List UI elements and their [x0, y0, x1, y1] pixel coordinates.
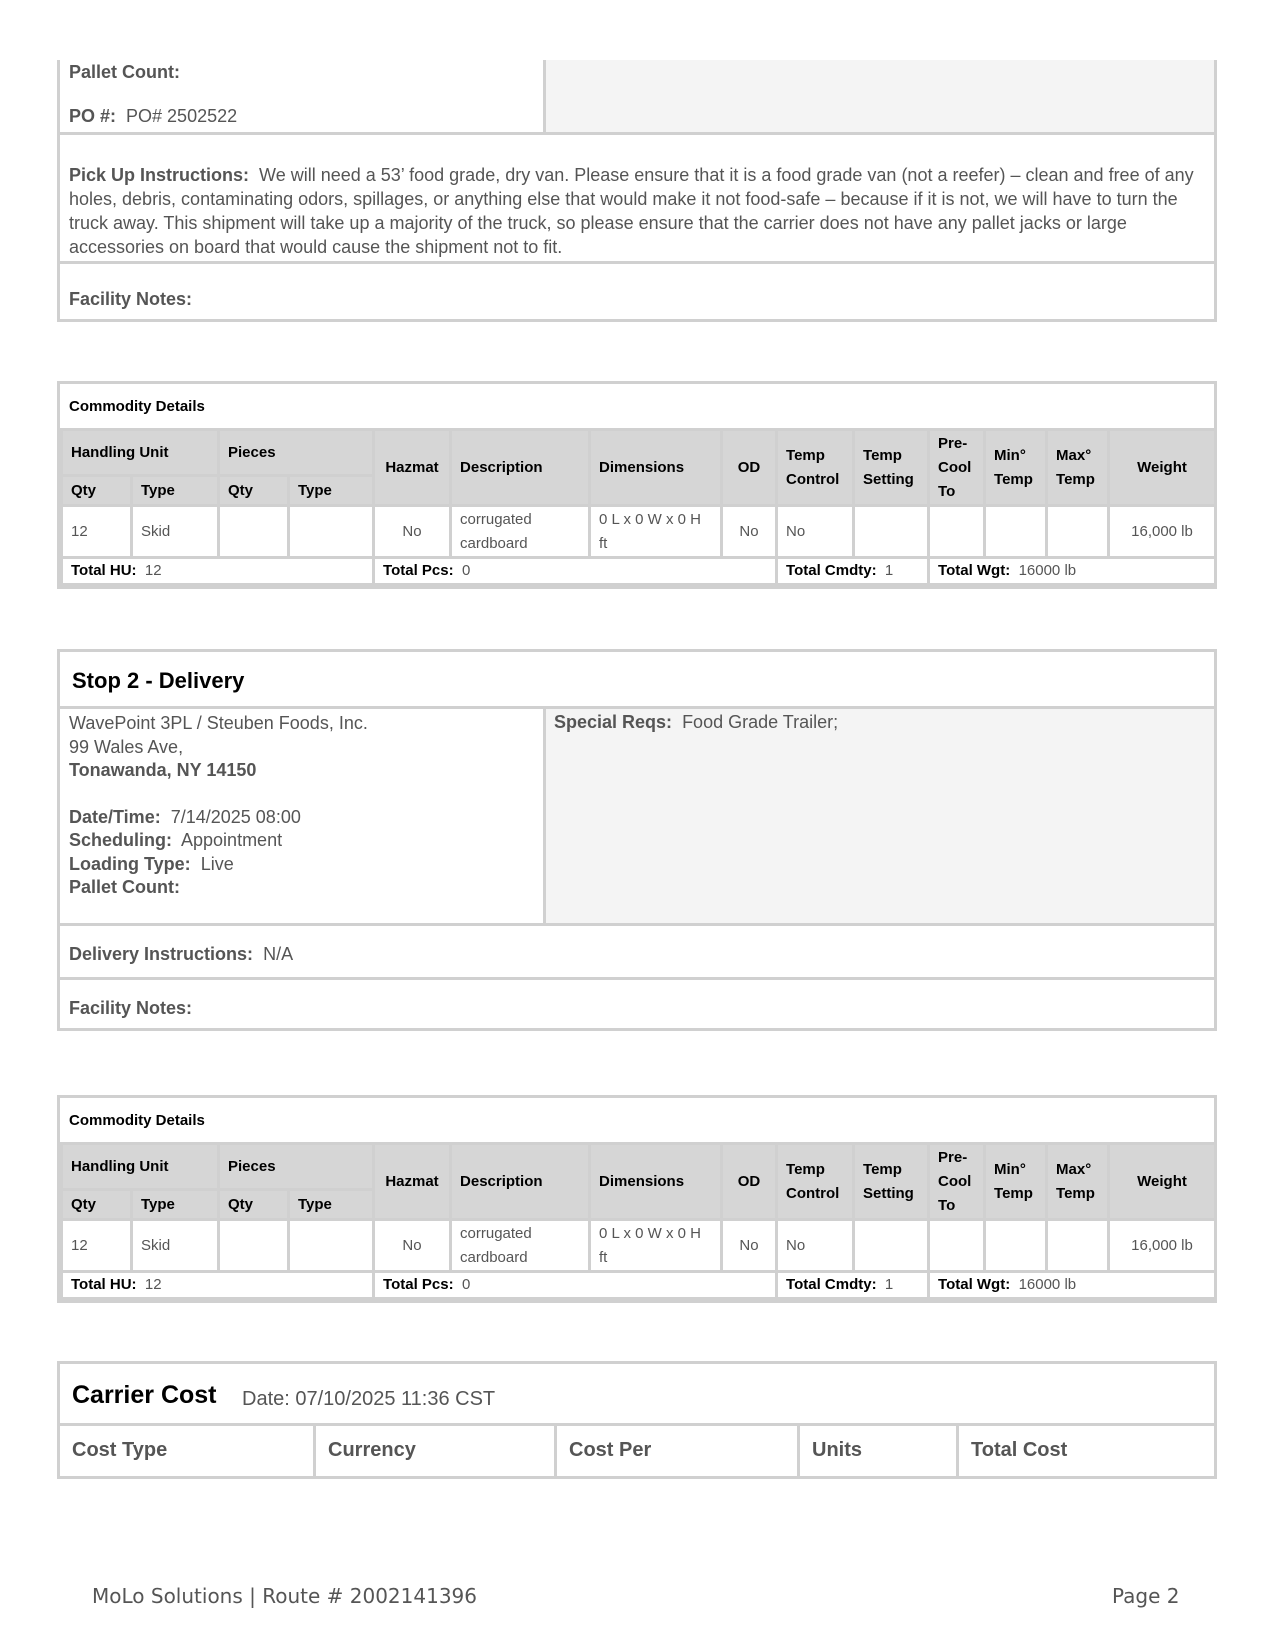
divider	[60, 923, 1214, 926]
special-reqs-line	[554, 712, 838, 733]
footer-route: MoLo Solutions | Route # 2002141396	[92, 1584, 477, 1608]
totals-row	[62, 558, 1216, 585]
header-hu-type: Type	[132, 1190, 219, 1220]
commodity-title: Commodity Details	[69, 1112, 205, 1129]
header-handling-unit: Handling Unit	[62, 430, 219, 476]
address-line: 99 Wales Ave,	[69, 736, 184, 757]
carrier-cost	[57, 1361, 1217, 1479]
total-wgt	[929, 1272, 1216, 1299]
header-temp-setting: Temp Setting	[854, 430, 929, 506]
total-hu	[62, 558, 374, 585]
od-cell: No	[722, 1220, 777, 1272]
special-reqs-label: Special Reqs:	[554, 712, 673, 732]
delivery-instructions-line	[69, 944, 293, 965]
total-cmdty	[777, 558, 929, 585]
total-hu-label: Total HU:	[71, 1276, 137, 1293]
scheduling-label: Scheduling:	[69, 830, 172, 850]
pickup-details-continued	[57, 60, 1217, 322]
pickup-instructions-label: Pick Up Instructions:	[69, 165, 250, 185]
special-reqs-cell	[543, 709, 1214, 923]
carrier-cost-title: Carrier Cost	[72, 1381, 217, 1409]
pickup-row	[60, 60, 1214, 135]
commodity-table	[60, 1142, 1217, 1300]
header-hazmat: Hazmat	[374, 430, 451, 506]
column-header: Currency	[328, 1439, 416, 1461]
scheduling-line	[69, 829, 368, 853]
total-cmdty-label: Total Cmdty:	[786, 1276, 877, 1293]
pcs-qty-cell	[219, 506, 289, 558]
total-pcs-label: Total Pcs:	[383, 1276, 454, 1293]
pallet-count-label: Pallet Count:	[69, 62, 180, 82]
total-pcs-label: Total Pcs:	[383, 562, 454, 579]
pickup-instructions	[69, 163, 1207, 259]
header-hu-qty: Qty	[62, 1190, 132, 1220]
hazmat-cell: No	[374, 506, 451, 558]
footer-page-number: Page 2	[1112, 1584, 1180, 1608]
header-od: OD	[722, 430, 777, 506]
header-pre-cool-to: Pre-Cool To	[929, 1144, 985, 1220]
delivery-instructions-value: N/A	[263, 944, 294, 964]
header-max-temp: Max° Temp	[1047, 430, 1109, 506]
commodity-title: Commodity Details	[69, 398, 205, 415]
total-cmdty	[777, 1272, 929, 1299]
header-handling-unit: Handling Unit	[62, 1144, 219, 1190]
total-pcs-value: 0	[461, 562, 471, 579]
max-temp-cell	[1047, 1220, 1109, 1272]
column-cost-per	[557, 1426, 800, 1476]
company-name: WavePoint 3PL / Steuben Foods, Inc.	[69, 713, 368, 733]
header-pieces: Pieces	[219, 1144, 374, 1190]
header-pcs-type: Type	[289, 476, 374, 506]
pcs-type-cell	[289, 1220, 374, 1272]
header-pieces: Pieces	[219, 430, 374, 476]
totals-row	[62, 1272, 1216, 1299]
pickup-left-cell	[60, 60, 546, 132]
table-row	[62, 506, 1216, 558]
header-pre-cool-to: Pre-Cool To	[929, 430, 985, 506]
datetime-label: Date/Time:	[69, 806, 161, 827]
hu-type-cell: Skid	[132, 1220, 219, 1272]
total-cmdty-value: 1	[884, 562, 894, 579]
total-wgt	[929, 558, 1216, 585]
delivery-address-block	[69, 712, 368, 900]
pcs-type-cell	[289, 506, 374, 558]
header-hu-type: Type	[132, 476, 219, 506]
total-wgt-label: Total Wgt:	[938, 1276, 1011, 1293]
column-header: Units	[812, 1439, 862, 1461]
table-row	[62, 1220, 1216, 1272]
header-min-temp: Min° Temp	[985, 430, 1047, 506]
header-dimensions: Dimensions	[590, 1144, 722, 1220]
header-od: OD	[722, 1144, 777, 1220]
weight-cell: 16,000 lb	[1109, 506, 1216, 558]
divider	[60, 977, 1214, 980]
column-total-cost	[959, 1426, 1214, 1476]
temp-setting-cell	[854, 1220, 929, 1272]
hu-qty-cell: 12	[62, 506, 132, 558]
header-hu-qty: Qty	[62, 476, 132, 506]
max-temp-cell	[1047, 506, 1109, 558]
header-min-temp: Min° Temp	[985, 1144, 1047, 1220]
total-pcs-value: 0	[461, 1276, 471, 1293]
pre-cool-cell	[929, 506, 985, 558]
total-cmdty-value: 1	[884, 1276, 894, 1293]
delivery-instructions-label: Delivery Instructions:	[69, 944, 254, 964]
divider	[60, 261, 1214, 264]
header-description: Description	[451, 430, 590, 506]
column-header: Total Cost	[971, 1439, 1068, 1461]
weight-cell: 16,000 lb	[1109, 1220, 1216, 1272]
po-label: PO #:	[69, 106, 117, 126]
pickup-instructions-value: We will need a 53’ food grade, dry van. Please ensure that it is a food grade van (not a reefer) – clean and free of any holes, debris, contaminating odors, spillages, or anything else that would make it not food-safe – because if it is not, we will have to turn the truck away. This shipment will take up a majority of the truck, so please ensure that the carrier does not have any pallet jacks or large accessories on board that would cause the shipment not to fit.	[69, 165, 1194, 257]
header-pcs-qty: Qty	[219, 1190, 289, 1220]
total-hu	[62, 1272, 374, 1299]
loading-type-value: Live	[200, 853, 234, 874]
total-hu-value: 12	[144, 1276, 162, 1293]
pcs-qty-cell	[219, 1220, 289, 1272]
facility-notes-label: Facility Notes:	[69, 998, 193, 1018]
header-description: Description	[451, 1144, 590, 1220]
scheduling-value: Appointment	[181, 830, 283, 850]
hu-qty-cell: 12	[62, 1220, 132, 1272]
dimensions-cell: 0 L x 0 W x 0 H ft	[590, 506, 722, 558]
description-cell: corrugated cardboard	[451, 506, 590, 558]
header-temp-control: Temp Control	[777, 1144, 854, 1220]
description-cell: corrugated cardboard	[451, 1220, 590, 1272]
datetime-line	[69, 806, 368, 830]
header-hazmat: Hazmat	[374, 1144, 451, 1220]
column-header: Cost Per	[569, 1439, 652, 1461]
total-pcs	[374, 1272, 777, 1299]
header-temp-setting: Temp Setting	[854, 1144, 929, 1220]
commodity-details-1	[57, 381, 1217, 589]
od-cell: No	[722, 506, 777, 558]
datetime-value: 7/14/2025 08:00	[170, 806, 301, 827]
carrier-cost-date: Date: 07/10/2025 11:36 CST	[242, 1388, 496, 1410]
total-wgt-label: Total Wgt:	[938, 562, 1011, 579]
column-header: Cost Type	[72, 1439, 168, 1461]
total-pcs	[374, 558, 777, 585]
temp-control-cell: No	[777, 506, 854, 558]
commodity-table	[60, 428, 1217, 586]
city-state-zip: Tonawanda, NY 14150	[69, 760, 257, 780]
total-hu-value: 12	[144, 562, 162, 579]
header-pcs-type: Type	[289, 1190, 374, 1220]
column-cost-type	[60, 1426, 316, 1476]
hu-type-cell: Skid	[132, 506, 219, 558]
loading-type-label: Loading Type:	[69, 853, 191, 874]
header-pcs-qty: Qty	[219, 476, 289, 506]
total-wgt-value: 16000 lb	[1018, 562, 1077, 579]
po-value: PO# 2502522	[126, 106, 238, 126]
hazmat-cell: No	[374, 1220, 451, 1272]
facility-notes-label: Facility Notes:	[69, 289, 193, 309]
column-units	[800, 1426, 959, 1476]
pre-cool-cell	[929, 1220, 985, 1272]
total-cmdty-label: Total Cmdty:	[786, 562, 877, 579]
special-reqs-value: Food Grade Trailer;	[682, 712, 839, 732]
header-dimensions: Dimensions	[590, 430, 722, 506]
min-temp-cell	[985, 1220, 1047, 1272]
temp-control-cell: No	[777, 1220, 854, 1272]
min-temp-cell	[985, 506, 1047, 558]
pallet-count-label: Pallet Count:	[69, 877, 180, 897]
temp-setting-cell	[854, 506, 929, 558]
stop-2-delivery	[57, 649, 1217, 1031]
header-temp-control: Temp Control	[777, 430, 854, 506]
dimensions-cell: 0 L x 0 W x 0 H ft	[590, 1220, 722, 1272]
po-line	[69, 106, 237, 127]
total-wgt-value: 16000 lb	[1018, 1276, 1077, 1293]
total-hu-label: Total HU:	[71, 562, 137, 579]
commodity-details-2	[57, 1095, 1217, 1303]
loading-type-line	[69, 853, 368, 877]
pickup-right-cell	[546, 60, 1214, 132]
header-weight: Weight	[1109, 1144, 1216, 1220]
stop-title: Stop 2 - Delivery	[72, 668, 245, 693]
column-currency	[316, 1426, 557, 1476]
header-max-temp: Max° Temp	[1047, 1144, 1109, 1220]
header-weight: Weight	[1109, 430, 1216, 506]
